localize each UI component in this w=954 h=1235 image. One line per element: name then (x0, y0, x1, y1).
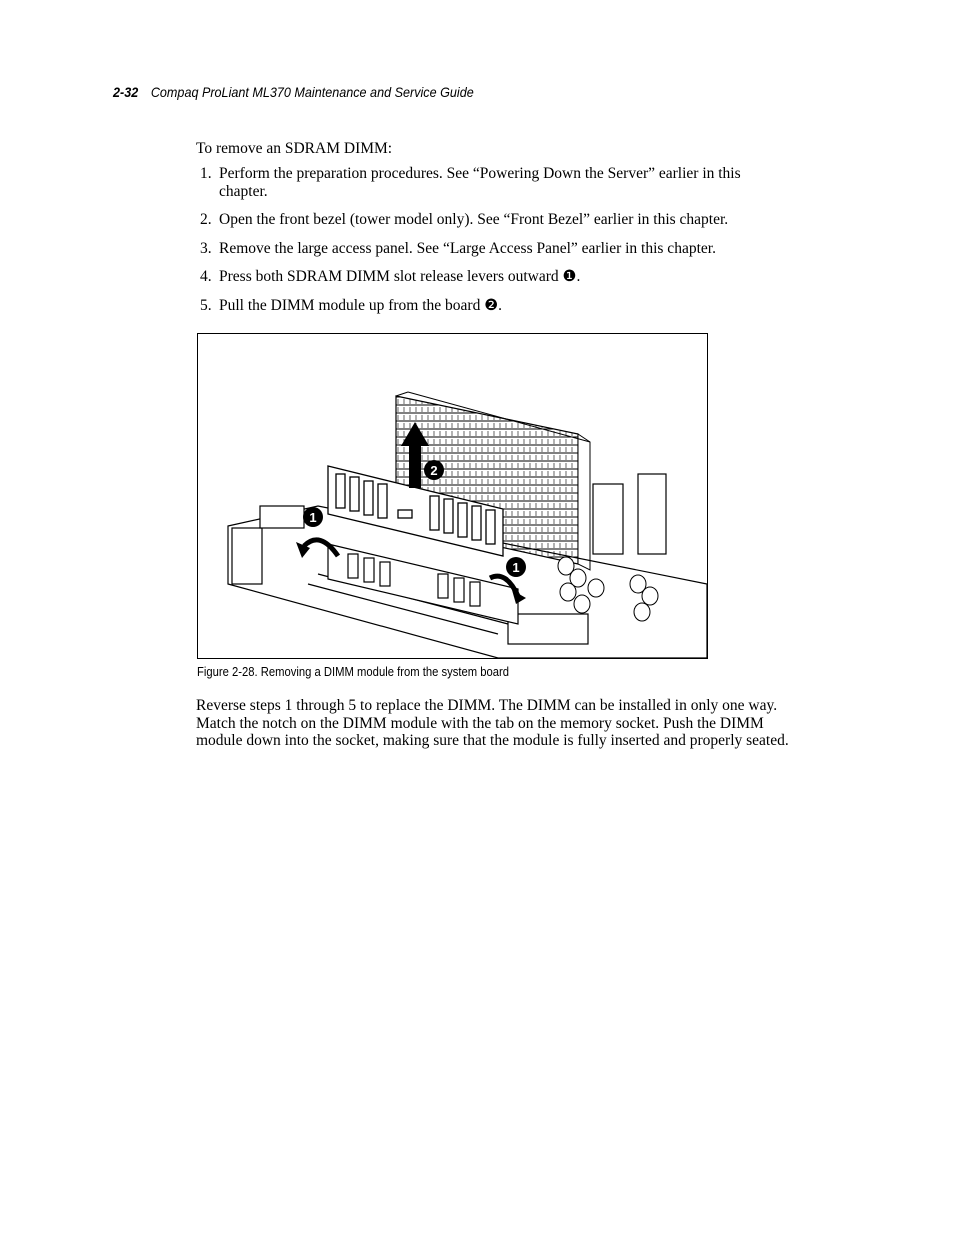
paragraph-line: Match the notch on the DIMM module with the tab on the memory socket. Push the DIMM (196, 714, 764, 732)
procedure-intro: To remove an SDRAM DIMM: (196, 140, 393, 157)
svg-text:1: 1 (512, 560, 520, 575)
step-item: 5. Pull the DIMM module up from the board ❷. (200, 296, 502, 314)
dimm-removal-figure (197, 333, 708, 659)
left-bracket (232, 506, 304, 584)
callout-2 (424, 460, 444, 480)
step-item: 4. Press both SDRAM DIMM slot release levers outward ❶. (200, 268, 581, 285)
step-text: Remove the large access panel. See “Large Access Panel” earlier in this chapter. (219, 239, 716, 257)
step-item: 1. Perform the preparation procedures. See “Powering Down the Server” earlier in this chapter. (200, 165, 741, 200)
step-text: Pull the DIMM module up from the board ❷. (219, 296, 502, 314)
step-item: 2. Open the front bezel (tower model only). See “Front Bezel” earlier in this chapter. (200, 211, 729, 228)
closing-paragraph (196, 697, 796, 750)
dimm-removal-illustration (198, 334, 707, 658)
installed-dimm (328, 544, 518, 624)
step-text: Press both SDRAM DIMM slot release levers outward ❶. (219, 268, 581, 285)
figure-caption: Figure 2-28. Removing a DIMM module from the system board (197, 665, 510, 679)
callout-1-right (506, 557, 526, 577)
step-item: 3. Remove the large access panel. See “Large Access Panel” earlier in this chapter. (200, 239, 716, 257)
step-text: Open the front bezel (tower model only). See “Front Bezel” earlier in this chapter. (219, 211, 729, 228)
svg-text:2: 2 (430, 463, 438, 478)
svg-text:1: 1 (309, 510, 317, 525)
guide-title: Compaq ProLiant ML370 Maintenance and Service Guide (150, 84, 474, 100)
page-number: 2-32 (113, 84, 139, 100)
step-text: Perform the preparation procedures. See “Powering Down the Server” earlier in this chapter. (219, 165, 741, 200)
callout-1-left (303, 507, 323, 527)
capacitors (558, 557, 658, 621)
paragraph-line: Reverse steps 1 through 5 to replace the DIMM. The DIMM can be installed in only one way. (196, 697, 778, 714)
paragraph-line: module down into the socket, making sure that the module is fully inserted and properly seated. (196, 732, 789, 749)
procedure-steps (200, 165, 770, 325)
running-header (113, 84, 474, 100)
